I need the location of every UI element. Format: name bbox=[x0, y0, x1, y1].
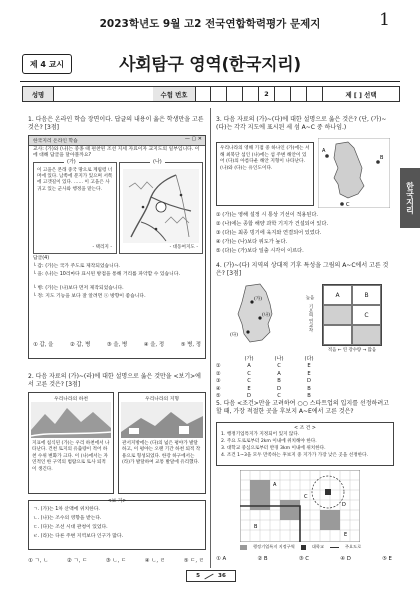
q5-option[interactable]: ④ D bbox=[340, 556, 351, 562]
q1-panel-ga bbox=[33, 159, 117, 254]
q5-option[interactable]: ① A bbox=[216, 556, 227, 562]
q4-axis-x-label: 적음 ← 연 강수량 → 많음 bbox=[327, 348, 377, 353]
q4-grid-cell: A bbox=[323, 285, 352, 305]
q4-cell: E bbox=[307, 370, 311, 377]
exam-number-cells[interactable] bbox=[195, 87, 323, 101]
q5-site-label: B bbox=[254, 524, 258, 530]
q4-option-number: ② bbox=[216, 370, 221, 377]
q4-option-number: ④ bbox=[216, 385, 221, 392]
q5-options bbox=[216, 556, 392, 562]
q2-left-illustration bbox=[31, 402, 111, 438]
q4-table-header: (다) bbox=[304, 356, 314, 362]
exam-number-label: 수험 번호 bbox=[160, 90, 188, 99]
q5-condition: 3. 대학교 중심으로부터 반경 3km 이내에 위치한다. bbox=[221, 446, 326, 451]
q4-option-number: ① bbox=[216, 363, 221, 370]
q1-option[interactable]: ④ 을, 정 bbox=[143, 342, 165, 348]
q5-cond-label: < 조 건 > bbox=[294, 426, 316, 431]
q1-ga-caption: - 택리지 - bbox=[92, 245, 112, 250]
footer-divider bbox=[204, 573, 213, 579]
q2-bogi-item: ㄱ. (가)는 1차 산맥에 위치한다. bbox=[33, 507, 100, 512]
q2-stem: 2. 다음 자료의 (가)~(라)에 대한 설명으로 옳은 것만을 <보기>에서 고른 것은? [3점] bbox=[28, 373, 201, 388]
q4-grid bbox=[322, 284, 382, 346]
legend-road-icon bbox=[330, 547, 339, 548]
q1-ga-text: 이 고을은 본래 중국 땅으로 계립령 너머에 있다. 남쪽에 분지가 있으며 서쪽에 고갯길이 있다. …… 이 고을은 사귀고 있는 군사와 행정을 맡는다. bbox=[37, 168, 113, 192]
q4-table-header: (가) bbox=[244, 356, 254, 362]
q4-grid-cell bbox=[323, 325, 352, 345]
q1-panel-na-label: (나) bbox=[150, 158, 165, 165]
exam-digit: 2 bbox=[264, 90, 269, 98]
q1-old-map bbox=[121, 167, 201, 245]
q3-map-label: C bbox=[346, 202, 350, 208]
q1-option[interactable]: ⑤ 병, 정 bbox=[180, 342, 201, 348]
legend-road-label: 주요도로 bbox=[344, 544, 362, 549]
footer-page: 5 bbox=[196, 573, 201, 579]
q2-options bbox=[28, 556, 204, 564]
q4-cell: D bbox=[307, 378, 311, 385]
q2-left-caption: 우리나라의 하천 bbox=[54, 397, 88, 402]
q4-grid-cell: B bbox=[352, 285, 381, 305]
page-number: 1 bbox=[379, 10, 390, 30]
q4-option-row[interactable] bbox=[216, 378, 366, 385]
q1-window-title: 한국지리 온라인 학습 bbox=[33, 139, 78, 144]
header-rule bbox=[20, 81, 400, 82]
q3-statement[interactable]: ⑤ (다)는 (가)보다 일출 시각이 이르다. bbox=[216, 248, 304, 254]
name-field[interactable] bbox=[53, 87, 154, 101]
q5-option[interactable]: ⑤ E bbox=[382, 556, 392, 562]
q4-cell: E bbox=[247, 385, 251, 392]
exam-title: 2023학년도 9월 고2 전국연합학력평가 문제지 bbox=[99, 18, 321, 30]
q2-left-text: 지표에 침식된 (가)는 우리 하천에서 나타난다. 건천 토지의 유출량이 적어 하천 수위 변화가 크다. 이 (나)에서는 자연적인 한 구역의 범람으로 토사 퇴적이 생긴다. bbox=[32, 441, 110, 472]
column-divider bbox=[210, 108, 211, 568]
period-label: 제 4 교시 bbox=[29, 59, 65, 69]
q1-reply: └ 병: (가)는 (나)보다 먼저 제작되었습니다. bbox=[33, 286, 124, 291]
q4-cell: C bbox=[247, 378, 251, 385]
q5-conditions-box bbox=[216, 422, 394, 466]
subject-side-tab-label: 한국지리 bbox=[405, 182, 415, 214]
subject-title: 사회탐구 영역(한국지리) bbox=[119, 55, 301, 75]
q5-legend bbox=[240, 544, 370, 550]
q1-window-titlebar bbox=[29, 136, 205, 146]
q3-statement[interactable]: ④ (가)는 (나)보다 위도가 높다. bbox=[216, 239, 288, 245]
q2-right-text: 관서지방에는 (다)의 넓은 평야가 발달하고, 이 평야는 오랜 기간 하천 퇴적 작용으로 형성되었다. 한강 하구에서는 (라)가 발달하여 교통 발달에 유리했다. bbox=[122, 441, 201, 466]
name-label: 성명 bbox=[31, 90, 45, 99]
q4-y-axis-label bbox=[302, 296, 318, 332]
q2-bogi-box bbox=[28, 500, 206, 550]
q3-statement[interactable]: ① (가)는 영해 설정 시 통상 기선이 적용된다. bbox=[216, 212, 319, 218]
q4-korea-map bbox=[226, 282, 296, 344]
legend-university-label: 대학교 bbox=[311, 544, 324, 549]
q5-option[interactable]: ③ C bbox=[298, 556, 310, 562]
q2-option[interactable]: ① ㄱ, ㄴ bbox=[28, 558, 49, 564]
q1-window bbox=[28, 135, 206, 359]
q4-cell: A bbox=[277, 370, 281, 377]
q4-option-number: ⑤ bbox=[216, 393, 221, 400]
q2-bogi-item: ㄷ. (다)는 조선 시대 관청이 있었다. bbox=[33, 525, 108, 530]
q1-reply: └ 을: (나)는 10리마다 표시된 방점을 통해 거리를 파악할 수 있습니다. bbox=[33, 272, 180, 277]
q3-map-label: A bbox=[322, 148, 326, 154]
q5-condition: 4. 조건 1~3을 모두 만족하는 후보지 중 지가가 가장 낮은 곳을 선정한다. bbox=[221, 453, 368, 458]
q4-cell: C bbox=[277, 393, 281, 400]
q3-box-text: 우리나라의 영해 기점 중 하나인 (가)에는 서해 최북단 섬인 (나)에는 섬 주변 해안이 있어 (다)의 아름다운 해안 지형이 나타난다. (나)와 (다)는 유인도이다. bbox=[220, 146, 310, 171]
q2-option[interactable]: ⑤ ㄷ, ㄹ bbox=[183, 558, 204, 564]
legend-university-icon bbox=[301, 545, 306, 550]
q5-site-label: C bbox=[304, 494, 308, 500]
q4-cell: B bbox=[307, 393, 311, 400]
q5-site-label: D bbox=[342, 502, 346, 508]
q2-bogi-item: ㄴ. (나)는 조수의 영향을 받는다. bbox=[33, 516, 102, 521]
q1-option[interactable]: ③ 을, 병 bbox=[106, 342, 128, 348]
q4-cell: C bbox=[277, 363, 281, 370]
q3-statement[interactable]: ③ (다)는 최종 빙기에 육지와 연결되어 있었다. bbox=[216, 230, 322, 236]
q4-axis-y-top: 높음 bbox=[305, 296, 315, 301]
legend-zone-label: 행정기업특지 지정구역 bbox=[253, 544, 295, 549]
q4-grid-cell bbox=[352, 325, 381, 345]
q4-map-label: (나) bbox=[262, 313, 271, 318]
q1-na-caption: - 대동여지도 - bbox=[169, 245, 198, 250]
q1-option[interactable]: ① 갑, 을 bbox=[33, 342, 54, 348]
q4-cell: C bbox=[247, 370, 251, 377]
q2-option[interactable]: ③ ㄴ, ㄷ bbox=[105, 558, 127, 564]
q2-option[interactable]: ④ ㄴ, ㄹ bbox=[144, 558, 166, 564]
q5-condition: 2. 주요 도로로부터 2km 이내에 위치해야 한다. bbox=[221, 439, 317, 444]
q3-stem: 3. 다음 자료의 (가)~(다)에 대한 설명으로 옳은 것은? (단, (가)~(다)는 각각 지도에 표시된 세 섬 A~C 중 하나임.) bbox=[216, 116, 387, 131]
q2-bogi-label: <보 기> bbox=[107, 499, 127, 504]
q4-cell: B bbox=[277, 378, 281, 385]
q1-reply: └ 정: 지도 기능을 보다 잘 알려면 ⓐ 방향이 좋습니다. bbox=[33, 294, 146, 299]
footer-total: 36 bbox=[218, 573, 226, 579]
q4-option-row[interactable] bbox=[216, 363, 366, 370]
q1-panel-na bbox=[119, 159, 203, 254]
q4-stem: 4. (가)~(다) 지역의 상대적 기후 특성을 그림의 A~C에서 고른 것은? [3점] bbox=[216, 262, 389, 277]
q1-replies-header: 답글(4) bbox=[33, 256, 50, 261]
q4-cell: D bbox=[247, 393, 251, 400]
choice-label: 제 [ ] 선택 bbox=[345, 90, 377, 99]
q4-option-number: ③ bbox=[216, 378, 221, 385]
q4-map-label: (가) bbox=[254, 297, 263, 302]
q4-cell: B bbox=[307, 385, 311, 392]
q1-option[interactable]: ② 갑, 병 bbox=[69, 342, 91, 348]
q1-options bbox=[33, 340, 201, 348]
id-row bbox=[22, 86, 400, 102]
q2-bogi-item: ㄹ. (라)는 다른 주변 지역보다 인구가 많다. bbox=[33, 534, 124, 539]
q2-right-panel bbox=[118, 392, 206, 494]
window-controls-icon[interactable]: — ▢ ✕ bbox=[184, 136, 202, 142]
q4-cell: E bbox=[307, 363, 311, 370]
q5-option[interactable]: ② B bbox=[257, 556, 268, 562]
q2-option[interactable]: ② ㄱ, ㄷ bbox=[66, 558, 88, 564]
q5-site-label: E bbox=[344, 532, 348, 538]
q3-map-label: B bbox=[380, 155, 384, 161]
q3-text-box bbox=[216, 142, 314, 206]
legend-zone-swatch bbox=[240, 545, 247, 550]
q4-option-row[interactable] bbox=[216, 371, 366, 378]
q4-cell: D bbox=[277, 385, 281, 392]
q1-intro: 교사: (가)와 (나)는 중종 때 편찬된 조선 지세 자료이자 교지도의 일부입니다. 이에 대해 답글을 달아볼까요? bbox=[33, 147, 200, 159]
q5-condition: 1. 행정기업특지가 지정되어 있지 않다. bbox=[221, 432, 300, 437]
subject-side-tab bbox=[400, 168, 420, 228]
q4-table-header: (나) bbox=[274, 356, 284, 362]
q2-right-caption: 우리나라의 지형 bbox=[145, 397, 179, 402]
q4-grid-cell bbox=[323, 305, 352, 325]
q5-stem: 5. 다음 <조건>만을 고려하여 ○○ 스타트업의 입지를 선정하려고 할 때, 가장 적절한 곳을 후보지 A~E에서 고른 것은? bbox=[216, 400, 389, 415]
q3-korea-map bbox=[318, 138, 390, 208]
q1-reply: └ 갑: (가)는 국가 주도로 제작되었습니다. bbox=[33, 264, 120, 269]
q3-statement[interactable]: ② (나)에는 종합 해양 과학 기지가 건설되어 있다. bbox=[216, 221, 329, 227]
q4-axis-y-label: 기온의 연교차 bbox=[308, 304, 313, 332]
page-footer bbox=[186, 570, 236, 582]
q4-cell: A bbox=[247, 363, 251, 370]
q1-stem: 1. 다음은 온라인 학습 장면이다. 답글의 내용이 옳은 학생만을 고른 것은? [3점] bbox=[28, 116, 204, 131]
q1-panel-ga-label: (가) bbox=[64, 158, 79, 165]
q5-site-label: A bbox=[273, 482, 277, 488]
q4-map-label: (다) bbox=[230, 333, 239, 338]
q4-grid-cell: C bbox=[352, 305, 381, 325]
q4-option-row[interactable] bbox=[216, 386, 366, 393]
q2-left-panel bbox=[28, 392, 114, 494]
q4-answer-table bbox=[216, 356, 366, 400]
q2-right-illustration bbox=[121, 402, 203, 438]
q5-site-map bbox=[240, 470, 360, 542]
